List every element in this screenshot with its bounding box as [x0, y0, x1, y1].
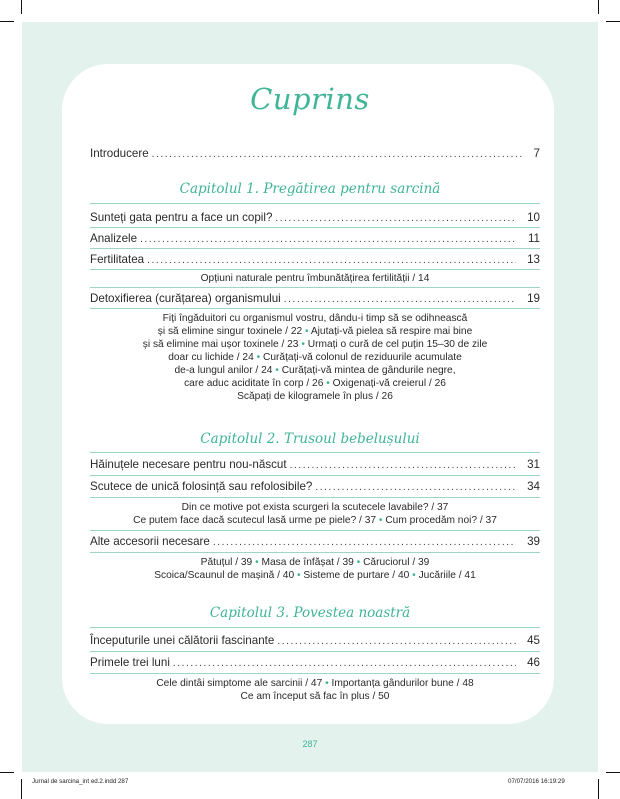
toc-entry-page: 34 [527, 480, 540, 493]
page-title: Cuprins [250, 82, 370, 116]
crop-mark [0, 772, 14, 773]
subtopics-fertilitate [112, 272, 518, 285]
subtopic-line: Opțiuni naturale pentru îmbunătățirea fertilității / 14 [200, 273, 430, 284]
subtopic: Ajutați-vă pielea să respire mai bine [310, 326, 473, 337]
toc-entry[interactable] [90, 292, 540, 305]
subtopic: Oxigenați-vă creierul / 26 [332, 378, 446, 389]
toc-entry-page: 31 [527, 458, 540, 471]
crop-mark [606, 772, 620, 773]
subtopic-line: Din ce motive pot exista scurgeri la scutecele lavabile? / 37 [181, 502, 449, 513]
divider [90, 530, 540, 531]
toc-entry-page: 13 [527, 253, 540, 266]
print-slug-date: 07/07/2016 16:19:29 [508, 778, 565, 785]
bullet-icon: • [255, 557, 259, 568]
subtopic-line: Ce am început să fac în plus / 50 [240, 691, 390, 702]
subtopic: Sisteme de purtare / 40 [303, 570, 410, 581]
toc-entry-introducere[interactable] [90, 147, 540, 160]
bullet-icon: • [356, 557, 361, 568]
bullet-icon: • [326, 378, 330, 389]
toc-entry-page: 45 [527, 634, 540, 647]
toc-entry-label: Sunteți gata pentru a face un copil? [90, 211, 273, 224]
toc-entry-page: 11 [527, 232, 540, 245]
crop-mark [21, 0, 22, 14]
bullet-icon: • [325, 678, 329, 689]
toc-entry-label: Fertilitatea [90, 253, 145, 266]
subtopic-line: Fiți îngăduitori cu organismul vostru, dându-i timp să se odihnească [162, 313, 468, 324]
divider [90, 269, 540, 270]
subtopic: Jucăriile / 41 [418, 570, 476, 581]
toc-entry-label: Analizele [90, 232, 138, 245]
divider [90, 475, 540, 476]
subtopic: Importanța gândurilor bune / 48 [331, 678, 474, 689]
toc-entry-label: Detoxifierea (curățarea) organismului [90, 292, 281, 305]
subtopics-primele-trei-luni [112, 677, 518, 703]
divider [90, 287, 540, 288]
subtopic: Căruciorul / 39 [363, 557, 430, 568]
dot-leader [147, 255, 516, 266]
bullet-icon: • [256, 352, 261, 363]
divider [90, 627, 540, 628]
subtopic: Curățați-vă mintea de gândurile negre, [281, 365, 456, 376]
toc-entry-label: Introducere [90, 147, 149, 160]
toc-entry[interactable] [90, 253, 540, 266]
subtopics-scutece [112, 501, 518, 527]
toc-entry-page: 39 [527, 535, 540, 548]
toc-entry[interactable] [90, 211, 540, 224]
subtopic: Cele dintâi simptome ale sarcinii / 47 [156, 678, 323, 689]
bullet-icon: • [296, 570, 301, 581]
subtopic: Curățați-vă colonul de reziduurile acumulate [263, 352, 462, 363]
crop-mark [598, 779, 599, 799]
bullet-icon: • [378, 515, 383, 526]
subtopic: și să elimine mai ușor toxinele / 23 [142, 339, 299, 350]
subtopic: doar cu lichide / 24 [168, 352, 254, 363]
chapter-heading-1: Capitolul 1. Pregătirea pentru sarcină [179, 181, 441, 197]
subtopic: Ce putem face dacă scutecul lasă urme pe piele? / 37 [133, 515, 377, 526]
dot-leader [315, 482, 516, 493]
chapter-heading-2: Capitolul 2. Trusoul bebelușului [200, 431, 420, 447]
toc-entry-label: Hăinuțele necesare pentru nou-născut [90, 458, 287, 471]
dot-leader [284, 294, 516, 305]
dot-leader [213, 537, 516, 548]
toc-entry[interactable] [90, 656, 540, 669]
toc-entry-label: Alte accesorii necesare [90, 535, 210, 548]
toc-entry[interactable] [90, 232, 540, 245]
subtopic: care aduc aciditate în corp / 26 [184, 378, 324, 389]
print-slug-file: Jurnal de sarcina_int ed.2.indd 287 [32, 778, 129, 785]
divider [90, 673, 540, 674]
crop-mark [606, 21, 620, 22]
toc-entry-page: 46 [527, 656, 540, 669]
toc-entry[interactable] [90, 634, 540, 647]
dot-leader [152, 149, 523, 160]
divider [90, 651, 540, 652]
crop-mark [0, 21, 14, 22]
bullet-icon: • [275, 365, 279, 376]
bullet-icon: • [305, 326, 309, 337]
toc-entry-page: 10 [527, 211, 540, 224]
subtopic: și să elimine singur toxinele / 22 [157, 326, 303, 337]
toc-entry[interactable] [90, 458, 540, 471]
subtopic: Masa de înfășat / 39 [261, 557, 354, 568]
toc-entry-label: Primele trei luni [90, 656, 170, 669]
divider [90, 203, 540, 204]
divider [90, 248, 540, 249]
divider [90, 227, 540, 228]
divider [90, 452, 540, 453]
dot-leader [140, 234, 517, 245]
divider [90, 308, 540, 309]
toc-entry-page: 7 [533, 147, 540, 160]
subtopic: de-a lungul anilor / 24 [174, 365, 273, 376]
crop-mark [598, 0, 599, 14]
divider [90, 497, 540, 498]
chapter-heading-3: Capitolul 3. Povestea noastră [209, 605, 411, 621]
subtopics-detoxifiere [112, 312, 518, 403]
toc-entry[interactable] [90, 535, 540, 548]
subtopic: Scoica/Scaunul de mașină / 40 [154, 570, 295, 581]
toc-entry[interactable] [90, 480, 540, 493]
toc-entry-label: Scutece de unică folosință sau refolosibile? [90, 480, 313, 493]
subtopics-accesorii [112, 556, 518, 582]
subtopic: Cum procedăm noi? / 37 [385, 515, 497, 526]
subtopic: Pătuțul / 39 [200, 557, 253, 568]
page-number: 287 [302, 739, 318, 749]
toc-entry-label: Începuturile unei călătorii fascinante [90, 634, 275, 647]
crop-mark [21, 779, 22, 799]
subtopic-line: Scăpați de kilogramele în plus / 26 [237, 391, 393, 402]
subtopic: Urmați o cură de cel puțin 15–30 de zile [307, 339, 488, 350]
bullet-icon: • [412, 570, 416, 581]
dot-leader [290, 460, 517, 471]
dot-leader [173, 658, 516, 669]
dot-leader [275, 213, 516, 224]
toc-entry-page: 19 [527, 292, 540, 305]
dot-leader [277, 636, 516, 647]
divider [90, 552, 540, 553]
bullet-icon: • [301, 339, 305, 350]
